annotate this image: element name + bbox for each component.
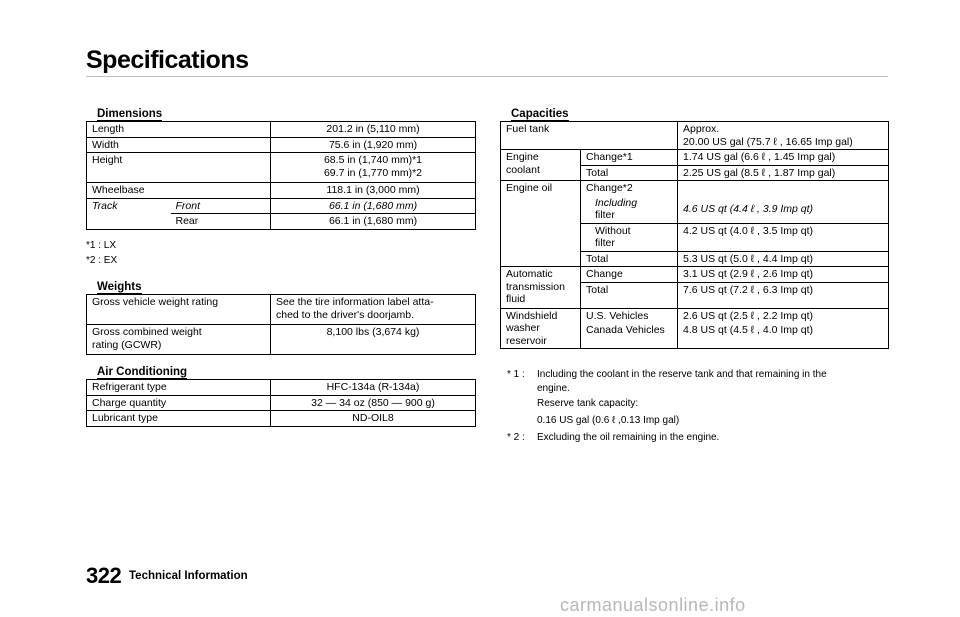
washer-label-line1: Windshield xyxy=(506,309,558,322)
washer-vehicles xyxy=(581,308,678,349)
coolant-label-line2: coolant xyxy=(506,163,540,176)
charge-value: 32 — 34 oz (850 — 900 g) xyxy=(271,395,476,411)
table-row xyxy=(87,137,476,153)
atf-total-label: Total xyxy=(581,282,678,308)
height-label: Height xyxy=(87,153,271,183)
note1-line3: Reserve tank capacity: xyxy=(537,398,639,409)
note2-line1: Excluding the oil remaining in the engine. xyxy=(537,432,720,443)
capacity-notes xyxy=(507,369,892,444)
oil-without-line1: Without xyxy=(595,224,631,237)
refrigerant-label: Refrigerant type xyxy=(87,380,271,396)
washer-ca-label: Canada Vehicles xyxy=(586,324,665,336)
height-value-lx: 68.5 in (1,740 mm)*1 xyxy=(323,154,423,166)
height-value-ex: 69.7 in (1,770 mm)*2 xyxy=(323,166,423,179)
gvwr-label: Gross vehicle weight rating xyxy=(87,295,271,325)
weights-heading: Weights xyxy=(97,281,142,293)
table-row xyxy=(87,411,476,427)
atf-label-line2: transmission xyxy=(506,280,565,293)
oil-change-value-empty xyxy=(678,181,889,196)
coolant-total-value: 2.25 US gal (8.5 ℓ , 1.87 Imp gal) xyxy=(678,165,889,181)
air-conditioning-table xyxy=(86,379,476,427)
lubricant-value: ND-OIL8 xyxy=(271,411,476,427)
atf-label xyxy=(501,267,581,309)
atf-change-value: 3.1 US qt (2.9 ℓ , 2.6 Imp qt) xyxy=(678,267,889,283)
width-value: 75.6 in (1,920 mm) xyxy=(271,137,476,153)
page-number: 322 xyxy=(86,563,122,588)
oil-including-label xyxy=(581,196,678,224)
page-title: Specifications xyxy=(86,46,249,74)
track-front-label: Front xyxy=(171,198,271,214)
watermark: carmanualsonline.info xyxy=(560,595,746,615)
length-label: Length xyxy=(87,122,271,138)
capacity-note-1 xyxy=(507,369,892,427)
title-divider xyxy=(86,76,888,77)
coolant-total-label: Total xyxy=(581,165,678,181)
oil-including-value: 4.6 US qt (4.4 ℓ , 3.9 Imp qt) xyxy=(678,196,889,224)
air-conditioning-heading: Air Conditioning xyxy=(97,366,188,378)
table-row xyxy=(501,122,889,150)
oil-total-label: Total xyxy=(581,251,678,267)
washer-label-line2: washer xyxy=(506,322,540,334)
atf-change-label: Change xyxy=(581,267,678,283)
washer-us-label: U.S. Vehicles xyxy=(586,309,649,322)
fuel-tank-value xyxy=(678,122,889,150)
gvwr-value xyxy=(271,295,476,325)
capacities-table xyxy=(500,121,889,349)
washer-values xyxy=(678,308,889,349)
model-note-lx: *1 : LX xyxy=(86,240,117,251)
dimensions-heading: Dimensions xyxy=(97,108,163,120)
washer-label-line3: reservoir xyxy=(506,334,547,347)
capacity-note-2 xyxy=(507,432,892,444)
gvwr-value-line1: See the tire information label atta- xyxy=(276,296,434,308)
oil-including-line1: Including xyxy=(595,196,638,209)
table-row xyxy=(87,295,476,325)
fuel-tank-label: Fuel tank xyxy=(501,122,678,150)
table-row xyxy=(501,150,889,166)
engine-oil-label: Engine oil xyxy=(501,181,581,267)
oil-without-value: 4.2 US qt (4.0 ℓ , 3.5 Imp qt) xyxy=(678,223,889,251)
refrigerant-value: HFC-134a (R-134a) xyxy=(271,380,476,396)
track-label: Track xyxy=(87,198,171,229)
atf-label-line1: Automatic xyxy=(506,268,553,280)
table-row xyxy=(87,183,476,199)
wheelbase-label: Wheelbase xyxy=(87,183,271,199)
coolant-label xyxy=(501,150,581,181)
wheelbase-value: 118.1 in (3,000 mm) xyxy=(271,183,476,199)
table-row xyxy=(87,380,476,396)
coolant-label-line1: Engine xyxy=(506,151,539,163)
atf-label-line3: fluid xyxy=(506,293,526,305)
gcwr-label-line1: Gross combined weight xyxy=(92,326,202,338)
oil-including-line2: filter xyxy=(595,209,615,221)
model-note-ex: *2 : EX xyxy=(86,255,118,266)
note1-line4: 0.16 US gal (0.6 ℓ ,0.13 Imp gal) xyxy=(537,415,680,426)
weights-table xyxy=(86,294,476,355)
length-value: 201.2 in (5,110 mm) xyxy=(271,122,476,138)
table-row xyxy=(501,267,889,283)
oil-without-label xyxy=(581,223,678,251)
track-front-value: 66.1 in (1,680 mm) xyxy=(271,198,476,214)
washer-us-value: 2.6 US qt (2.5 ℓ , 2.2 Imp qt) xyxy=(683,309,814,322)
gcwr-label xyxy=(87,325,271,355)
dimensions-table xyxy=(86,121,476,230)
oil-without-line2: filter xyxy=(595,237,615,249)
width-label: Width xyxy=(87,137,271,153)
table-row xyxy=(501,308,889,349)
washer-ca-value: 4.8 US qt (4.5 ℓ , 4.0 Imp qt) xyxy=(683,324,814,336)
gvwr-value-line2: ched to the driver's doorjamb. xyxy=(276,308,414,321)
gcwr-value: 8,100 lbs (3,674 kg) xyxy=(271,325,476,355)
section-label: Technical Information xyxy=(129,570,248,582)
track-rear-value: 66.1 in (1,680 mm) xyxy=(271,214,476,230)
oil-change-label: Change*2 xyxy=(581,181,678,196)
coolant-change-label: Change*1 xyxy=(581,150,678,166)
note1-line1: Including the coolant in the reserve tank and that remaining in the xyxy=(537,369,827,380)
gcwr-label-line2: rating (GCWR) xyxy=(92,338,162,351)
table-row xyxy=(87,153,476,183)
note1-marker: * 1 : xyxy=(507,369,525,380)
lubricant-label: Lubricant type xyxy=(87,411,271,427)
table-row xyxy=(87,395,476,411)
capacities-heading: Capacities xyxy=(511,108,569,120)
charge-label: Charge quantity xyxy=(87,395,271,411)
table-row xyxy=(87,198,476,214)
table-row xyxy=(87,325,476,355)
washer-label xyxy=(501,308,581,349)
fuel-tank-value-line1: Approx. xyxy=(683,123,720,135)
note2-marker: * 2 : xyxy=(507,432,525,443)
coolant-change-value: 1.74 US gal (6.6 ℓ , 1.45 Imp gal) xyxy=(678,150,889,166)
fuel-tank-value-line2: 20.00 US gal (75.7 ℓ , 16.65 Imp gal) xyxy=(683,135,853,148)
table-row xyxy=(501,181,889,196)
height-values xyxy=(271,153,476,183)
note1-line2: engine. xyxy=(537,383,570,394)
table-row xyxy=(87,122,476,138)
atf-total-value: 7.6 US qt (7.2 ℓ , 6.3 Imp qt) xyxy=(678,282,889,308)
oil-total-value: 5.3 US qt (5.0 ℓ , 4.4 Imp qt) xyxy=(678,251,889,267)
model-notes xyxy=(86,240,117,267)
track-rear-label: Rear xyxy=(171,214,271,230)
